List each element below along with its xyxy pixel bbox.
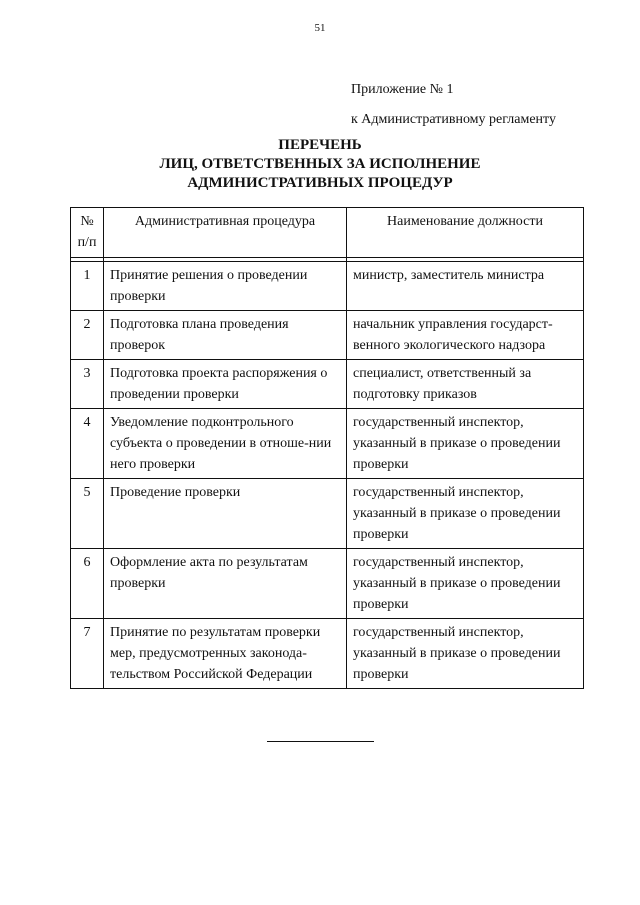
row-position: государственный инспектор, указанный в приказе о проведении проверки [347, 619, 584, 689]
row-procedure: Уведомление подконтрольного субъекта о проведении в отноше-нии него проверки [104, 409, 347, 479]
responsibility-table [70, 207, 584, 689]
header-number-line-2: п/п [77, 235, 97, 250]
row-number: 5 [71, 479, 104, 549]
row-procedure: Оформление акта по результатам проверки [104, 549, 347, 619]
row-number: 7 [71, 619, 104, 689]
table-row [71, 262, 584, 311]
appendix-heading [351, 75, 556, 135]
table-row [71, 409, 584, 479]
row-number: 2 [71, 311, 104, 360]
table-row [71, 479, 584, 549]
row-position: государственный инспектор, указанный в приказе о проведении проверки [347, 549, 584, 619]
document-title [0, 136, 640, 193]
row-position: специалист, ответственный за подготовку приказов [347, 360, 584, 409]
appendix-line-1: Приложение № 1 [351, 82, 454, 97]
header-position: Наименование должности [347, 208, 584, 258]
table-header-row [71, 208, 584, 258]
row-number: 4 [71, 409, 104, 479]
row-procedure: Проведение проверки [104, 479, 347, 549]
table-row [71, 311, 584, 360]
title-line-1: ПЕРЕЧЕНЬ [278, 137, 362, 153]
row-position: государственный инспектор, указанный в приказе о проведении проверки [347, 479, 584, 549]
title-line-3: АДМИНИСТРАТИВНЫХ ПРОЦЕДУР [187, 175, 453, 191]
row-position: государственный инспектор, указанный в приказе о проведении проверки [347, 409, 584, 479]
table-row [71, 360, 584, 409]
header-number [71, 208, 104, 258]
appendix-line-2: к Административному регламенту [351, 112, 556, 127]
header-procedure: Административная процедура [104, 208, 347, 258]
table-row [71, 619, 584, 689]
row-number: 6 [71, 549, 104, 619]
row-procedure: Принятие решения о проведении проверки [104, 262, 347, 311]
header-number-line-1: № [80, 214, 94, 229]
row-procedure: Подготовка плана проведения проверок [104, 311, 347, 360]
row-number: 3 [71, 360, 104, 409]
table-row [71, 549, 584, 619]
row-procedure: Подготовка проекта распоряжения о проведении проверки [104, 360, 347, 409]
row-procedure: Принятие по результатам проверки мер, предусмотренных законода-тельством Российской Федерации [104, 619, 347, 689]
row-number: 1 [71, 262, 104, 311]
title-line-2: ЛИЦ, ОТВЕТСТВЕННЫХ ЗА ИСПОЛНЕНИЕ [159, 156, 481, 172]
page-number: 51 [314, 22, 326, 34]
row-position: начальник управления государст-венного экологического надзора [347, 311, 584, 360]
footer-rule [267, 741, 374, 742]
row-position: министр, заместитель министра [347, 262, 584, 311]
